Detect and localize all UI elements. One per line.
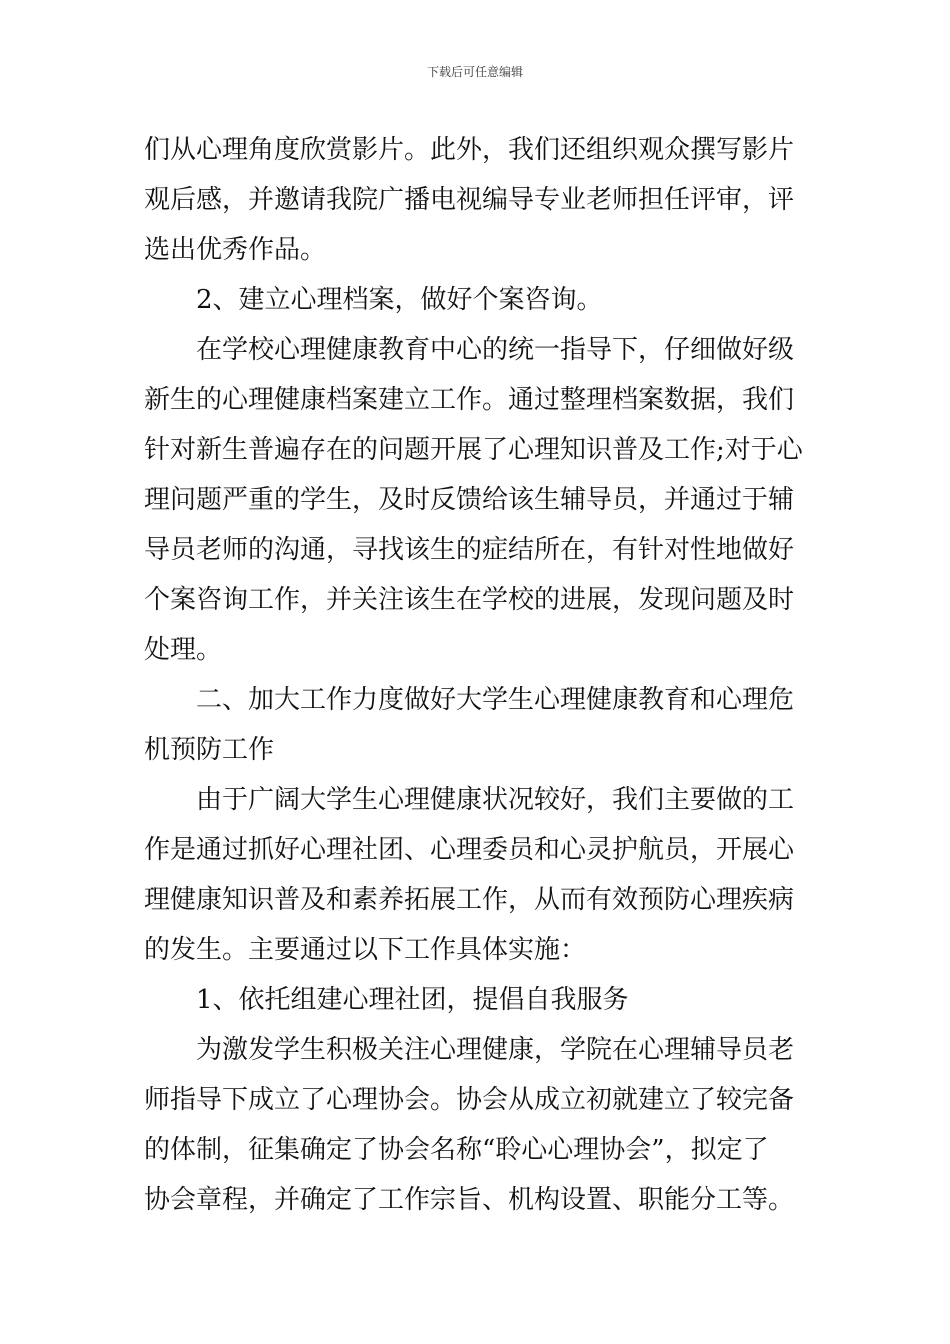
text-line: 导员老师的沟通，寻找该生的症结所在，有针对性地做好: [144, 535, 795, 565]
page-header: 下载后可任意编辑: [426, 65, 523, 79]
text-line: 在学校心理健康教育中心的统一指导下，仔细做好级: [196, 335, 795, 365]
document-body: [144, 125, 808, 1225]
section-heading: 二、加大工作力度做好大学生心理健康教育和心理危: [196, 685, 795, 715]
section-heading: 1、依托组建心理社团，提倡自我服务: [196, 985, 629, 1015]
text-line: 的体制，征集确定了协会名称“聆心心理协会”，拟定了: [144, 1135, 769, 1165]
text-line: 由于广阔大学生心理健康状况较好，我们主要做的工: [196, 785, 795, 815]
text-line: 为激发学生积极关注心理健康，学院在心理辅导员老: [196, 1035, 795, 1065]
text-line: 处理。: [144, 635, 223, 665]
text-line: 理问题严重的学生，及时反馈给该生辅导员，并通过于辅: [144, 485, 795, 515]
text-line: 协会章程，并确定了工作宗旨、机构设置、职能分工等。: [144, 1185, 795, 1215]
text-line: 们从心理角度欣赏影片。此外，我们还组织观众撰写影片: [144, 135, 795, 165]
text-line: 作是通过抓好心理社团、心理委员和心灵护航员，开展心: [144, 835, 795, 865]
text-line: 观后感，并邀请我院广播电视编导专业老师担任评审，评: [144, 185, 795, 215]
text-line: 新生的心理健康档案建立工作。通过整理档案数据，我们: [144, 385, 795, 415]
text-line: 理健康知识普及和素养拓展工作，从而有效预防心理疾病: [144, 885, 795, 915]
section-heading-continued: 机预防工作: [144, 735, 275, 765]
text-line: 的发生。主要通过以下工作具体实施：: [144, 935, 587, 965]
text-line: 师指导下成立了心理协会。协会从成立初就建立了较完备: [144, 1085, 795, 1115]
text-line: 个案咨询工作，并关注该生在学校的进展，发现问题及时: [144, 585, 795, 615]
text-line: 针对新生普遍存在的问题开展了心理知识普及工作;对于心: [144, 435, 803, 465]
section-heading: 2、建立心理档案，做好个案咨询。: [196, 285, 603, 315]
text-line: 选出优秀作品。: [144, 235, 327, 265]
